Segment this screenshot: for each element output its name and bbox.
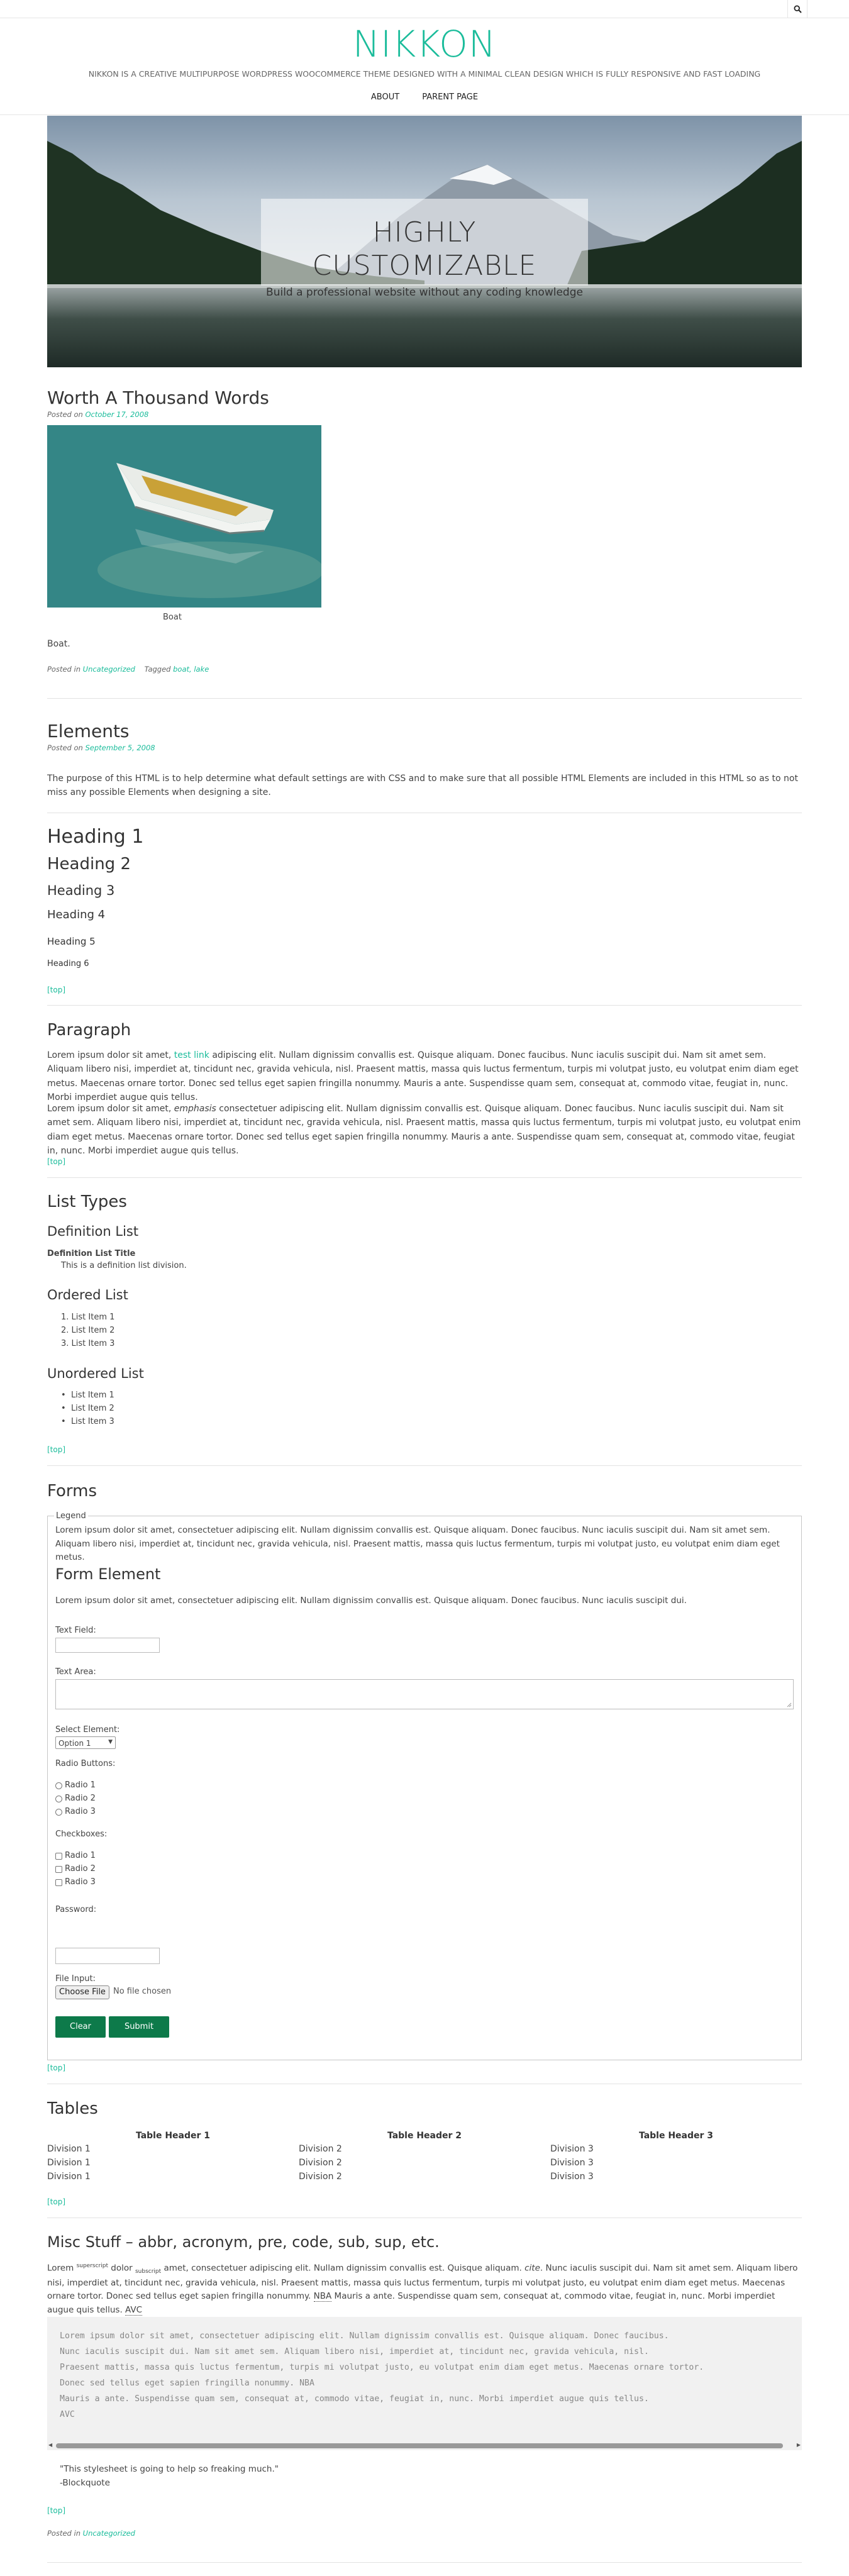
ordered-list-item: 1. List Item 1 — [61, 1313, 115, 1322]
unordered-list-item: • List Item 1 — [61, 1391, 114, 1400]
radio-option-3[interactable] — [55, 1806, 96, 1819]
form-element-text: Lorem ipsum dolor sit amet, consectetuer adipiscing elit. Nullam dignissim convallis est. Quisque aliquam. Donec faucibus. Nunc iaculis suscipit dui. — [55, 1596, 687, 1606]
heading-1: Heading 1 — [47, 826, 144, 848]
select-label: Select Element: — [55, 1725, 120, 1735]
misc-text: dolor — [111, 2263, 133, 2273]
table-cell: Division 2 — [299, 2172, 342, 2182]
posted-in-label: Posted in — [47, 2529, 80, 2538]
site-title[interactable]: NIKKON — [352, 23, 497, 65]
hero-subtitle: Build a professional website without any coding knowledge — [266, 286, 583, 299]
radio-circle-icon[interactable] — [55, 1796, 62, 1802]
posted-on-label: Posted on — [47, 743, 83, 752]
radio-circle-icon[interactable] — [55, 1782, 62, 1789]
misc-text: amet, consectetuer adipiscing elit. Nullam dignissim convallis est. Quisque aliquam. — [164, 2263, 522, 2273]
radio-label: Radio 3 — [65, 1807, 96, 1816]
nav-item-about[interactable]: ABOUT — [370, 92, 400, 102]
section-divider — [47, 1465, 802, 1466]
category-link[interactable]: Uncategorized — [82, 2529, 135, 2538]
unordered-list-item: • List Item 2 — [61, 1404, 114, 1413]
table-header-1: Table Header 1 — [135, 2131, 211, 2141]
paragraph-text: Lorem ipsum dolor sit amet, — [47, 1050, 172, 1060]
list-item-text: List Item 1 — [71, 1313, 115, 1322]
abbr-nba: NBA — [313, 2291, 332, 2302]
ordered-list-heading: Ordered List — [47, 1287, 128, 1302]
unordered-list-heading: Unordered List — [47, 1366, 144, 1381]
password-input[interactable] — [55, 1948, 160, 1964]
nav-item-parent-page[interactable]: PARENT PAGE — [422, 92, 479, 102]
fieldset-legend: Legend — [54, 1510, 88, 1523]
scroll-left-icon[interactable]: ◀ — [48, 2442, 53, 2448]
file-input-label: File Input: — [55, 1974, 96, 1984]
top-link[interactable]: [top] — [47, 2063, 66, 2072]
post-date-line — [47, 409, 148, 420]
paragraph-1 — [47, 1048, 802, 1105]
checkbox-label: Radio 2 — [65, 1864, 96, 1874]
post-date-link[interactable]: October 17, 2008 — [85, 410, 149, 419]
test-link[interactable]: test link — [174, 1050, 209, 1060]
radio-circle-icon[interactable] — [55, 1809, 62, 1816]
superscript-text: superscript — [76, 2263, 108, 2269]
clear-button[interactable]: Clear — [55, 2016, 106, 2038]
checkbox-icon[interactable] — [55, 1866, 62, 1873]
tagged-label: Tagged — [144, 665, 171, 674]
code-horizontal-scrollbar[interactable] — [47, 2441, 802, 2450]
code-line: AVC — [60, 2410, 75, 2420]
choose-file-button[interactable]: Choose File — [55, 1985, 109, 1999]
misc-text: Lorem — [47, 2263, 74, 2273]
section-divider — [47, 1005, 802, 1006]
select-value: Option 1 — [58, 1739, 91, 1748]
definition-list-heading: Definition List — [47, 1224, 139, 1239]
heading-4: Heading 4 — [47, 908, 106, 921]
top-link[interactable]: [top] — [47, 985, 66, 994]
list-types-heading: List Types — [47, 1192, 127, 1211]
checkbox-option-1[interactable] — [55, 1850, 96, 1863]
cite-text: cite — [524, 2263, 540, 2273]
checkbox-icon[interactable] — [55, 1853, 62, 1860]
section-divider — [47, 1177, 802, 1178]
top-link[interactable]: [top] — [47, 1157, 66, 1166]
tags-link[interactable]: boat, lake — [173, 665, 209, 674]
table-header-2: Table Header 2 — [387, 2131, 462, 2141]
chevron-down-icon: ▼ — [108, 1739, 113, 1745]
table-cell: Division 3 — [550, 2144, 594, 2154]
blockquote-text: "This stylesheet is going to help so freaking much." — [60, 2464, 279, 2474]
table-header-3: Table Header 3 — [638, 2131, 714, 2141]
image-caption: Boat — [163, 613, 182, 622]
checkboxes-label: Checkboxes: — [55, 1829, 108, 1839]
list-item-text: List Item 2 — [70, 1404, 114, 1413]
tables-heading: Tables — [47, 2099, 98, 2118]
ordered-list-item: 2. List Item 2 — [61, 1326, 115, 1335]
acronym-avc: AVC — [125, 2304, 143, 2315]
list-item-text: List Item 3 — [71, 1339, 115, 1348]
table-cell: Division 3 — [550, 2172, 594, 2182]
elements-intro: The purpose of this HTML is to help determine what default settings are with CSS and to make sure that all possible HTML Elements are included in this HTML so as to not miss any possible Elements when designing a site. — [47, 774, 798, 798]
paragraph-heading: Paragraph — [47, 1021, 131, 1040]
form-element-heading: Form Element — [55, 1565, 161, 1583]
heading-3: Heading 3 — [47, 883, 115, 898]
password-label: Password: — [55, 1905, 97, 1914]
definition-description: This is a definition list division. — [61, 1261, 187, 1270]
unordered-list-item: • List Item 3 — [61, 1417, 114, 1426]
list-item-text: List Item 2 — [71, 1326, 115, 1335]
site-tagline: NIKKON IS A CREATIVE MULTIPURPOSE WORDPRESS WOOCOMMERCE THEME DESIGNED WITH A MINIMAL CLEAN DESIGN WHICH IS FULLY RESPONSIVE AND FAST LOADING — [88, 69, 761, 79]
scrollbar-thumb[interactable] — [56, 2443, 783, 2448]
select-element[interactable] — [55, 1736, 116, 1749]
forms-heading: Forms — [47, 1482, 97, 1501]
preformatted-code-block — [47, 2317, 802, 2443]
boat-image[interactable] — [47, 425, 321, 608]
submit-button[interactable]: Submit — [109, 2016, 169, 2038]
ordered-list-item: 3. List Item 3 — [61, 1339, 115, 1348]
heading-6: Heading 6 — [47, 959, 89, 969]
form-fieldset — [47, 1511, 802, 2060]
top-bar — [0, 0, 849, 18]
list-item-text: List Item 1 — [70, 1391, 114, 1400]
post-divider — [47, 698, 802, 699]
checkbox-icon[interactable] — [55, 1879, 62, 1886]
checkbox-option-2[interactable] — [55, 1863, 96, 1876]
subscript-text: subscript — [135, 2268, 162, 2275]
post-title-worth-a-thousand-words[interactable]: Worth A Thousand Words — [47, 387, 269, 408]
posted-on-label: Posted on — [47, 410, 83, 419]
table-cell: Division 2 — [299, 2158, 342, 2168]
file-status: No file chosen — [113, 1987, 172, 1996]
legend-text: Lorem ipsum dolor sit amet, consectetuer adipiscing elit. Nullam dignissim convallis est. Quisque aliquam. Donec faucibus. Nunc iaculis suscipit dui. Nam sit amet sem. Aliquam libero nisi, imperdiet at, tincidunt nec, gravida vehicula, nisl. Praesent mattis, massa quis luctus fermentum, turpis mi volutpat justo, eu volutpat enim diam eget metus. — [55, 1525, 780, 1563]
hero-title: HIGHLY CUSTOMIZABLE — [312, 216, 537, 282]
misc-text: . Nunc iaculis suscipit dui. Nam sit amet sem. Aliquam libero nisi, imperdiet at, tincidunt nec, gravida vehicula, nisl. Praesent mattis, massa quis luctus fermentum, turpis mi volutpat justo, eu volutpat enim diam eget metus. Maecenas ornare tortor. Donec sed tellus eget sapien fringilla nonummy. — [47, 2263, 798, 2302]
main-navigation — [0, 91, 849, 104]
radio-option-1[interactable] — [55, 1779, 96, 1792]
hero-caption — [261, 199, 588, 299]
category-link[interactable]: Uncategorized — [82, 665, 135, 674]
paragraph-text: Lorem ipsum dolor sit amet, — [47, 1104, 172, 1114]
hero-slider — [47, 116, 802, 367]
heading-5: Heading 5 — [47, 936, 96, 947]
table-cell: Division 2 — [299, 2144, 342, 2154]
paragraph-text: consectetuer adipiscing elit. Nullam dignissim convallis est. Quisque aliquam. Donec faucibus. Nunc iaculis suscipit dui. Nam sit amet sem. Aliquam libero nisi, imperdiet at, tincidunt nec, gravida vehicula, nisl. Praesent mattis, massa quis luctus fermentum, turpis mi volutpat justo, eu volutpat enim diam eget metus. Maecenas ornare tortor. Donec sed tellus eget sapien fringilla nonummy. Mauris a ante. Suspendisse quam sem, consequat at, commodo vitae, feugiat in, nunc. Morbi imperdiet augue quis tellus. — [47, 1104, 801, 1157]
misc-paragraph — [47, 2262, 802, 2317]
header-divider — [0, 114, 849, 115]
table-cell: Division 3 — [550, 2158, 594, 2168]
table-cell: Division 1 — [47, 2144, 91, 2154]
text-area-input[interactable] — [55, 1679, 794, 1709]
post-meta — [47, 2528, 135, 2539]
text-field-input[interactable] — [55, 1638, 160, 1653]
blockquote-cite: -Blockquote — [60, 2478, 110, 2488]
text-field-label: Text Field: — [55, 1626, 96, 1635]
radio-label: Radio 1 — [65, 1780, 96, 1790]
misc-text: Mauris a ante. Suspendisse quam sem, consequat at, commodo vitae, feugiat in, nunc. Morbi imperdiet augue quis tellus. — [47, 2291, 775, 2315]
post-meta — [47, 663, 209, 675]
post-date-line — [47, 742, 155, 753]
code-line: Lorem ipsum dolor sit amet, consectetuer adipiscing elit. Nullam dignissim convallis est. Quisque aliquam. Donec faucibus. — [60, 2331, 669, 2341]
code-line: Praesent mattis, massa quis luctus fermentum, turpis mi volutpat justo, eu volutpat enim diam eget metus. Maecenas ornare tortor. — [60, 2363, 704, 2373]
search-button[interactable] — [787, 0, 807, 18]
code-line: Nunc iaculis suscipit dui. Nam sit amet sem. Aliquam libero nisi, imperdiet at, tincidunt nec, gravida vehicula, nisl. — [60, 2347, 649, 2357]
list-item-text: List Item 3 — [70, 1417, 114, 1426]
paragraph-text: adipiscing elit. Nullam dignissim convallis est. Quisque aliquam. Donec faucibus. Nunc iaculis suscipit dui. Nam sit amet sem. Aliquam libero nisi, imperdiet at, tincidunt nec, gravida vehicula, nisl. Praesent mattis, massa quis luctus fermentum, turpis mi volutpat justo, eu volutpat enim diam eget metus. Maecenas ornare tortor. Donec sed tellus eget sapien fringilla nonummy. Mauris a ante. Suspendisse quam sem, consequat at, commodo vitae, feugiat in, nunc. Morbi imperdiet augue quis tellus. — [47, 1050, 799, 1103]
post-title-elements[interactable]: Elements — [47, 721, 130, 741]
paragraph-2 — [47, 1102, 802, 1158]
top-link[interactable]: [top] — [47, 2197, 66, 2206]
radio-buttons-label: Radio Buttons: — [55, 1759, 116, 1768]
checkbox-label: Radio 1 — [65, 1851, 96, 1860]
code-line: Donec sed tellus eget sapien fringilla nonummy. NBA — [60, 2379, 314, 2389]
posted-in-label: Posted in — [47, 665, 80, 674]
misc-heading: Misc Stuff – abbr, acronym, pre, code, sub, sup, etc. — [47, 2233, 440, 2251]
post-date-link[interactable]: September 5, 2008 — [85, 743, 155, 752]
post-divider — [47, 2562, 802, 2563]
text-area-label: Text Area: — [55, 1667, 96, 1677]
checkbox-option-3[interactable] — [55, 1876, 96, 1889]
top-link[interactable]: [top] — [47, 2506, 66, 2515]
code-line: Mauris a ante. Suspendisse quam sem, consequat at, commodo vitae, feugiat in, nunc. Morbi imperdiet augue quis tellus. — [60, 2394, 649, 2404]
table-cell: Division 1 — [47, 2158, 91, 2168]
search-icon — [794, 5, 802, 13]
top-link[interactable]: [top] — [47, 1445, 66, 1454]
resize-handle-icon[interactable] — [787, 1702, 792, 1707]
emphasis-text: emphasis — [174, 1104, 216, 1114]
radio-option-2[interactable] — [55, 1792, 96, 1806]
table-cell: Division 1 — [47, 2172, 91, 2182]
definition-term: Definition List Title — [47, 1249, 136, 1258]
scroll-right-icon[interactable]: ▶ — [796, 2442, 801, 2448]
radio-label: Radio 2 — [65, 1794, 96, 1803]
checkbox-label: Radio 3 — [65, 1877, 96, 1887]
post-body: Boat. — [47, 639, 70, 649]
heading-2: Heading 2 — [47, 855, 131, 874]
